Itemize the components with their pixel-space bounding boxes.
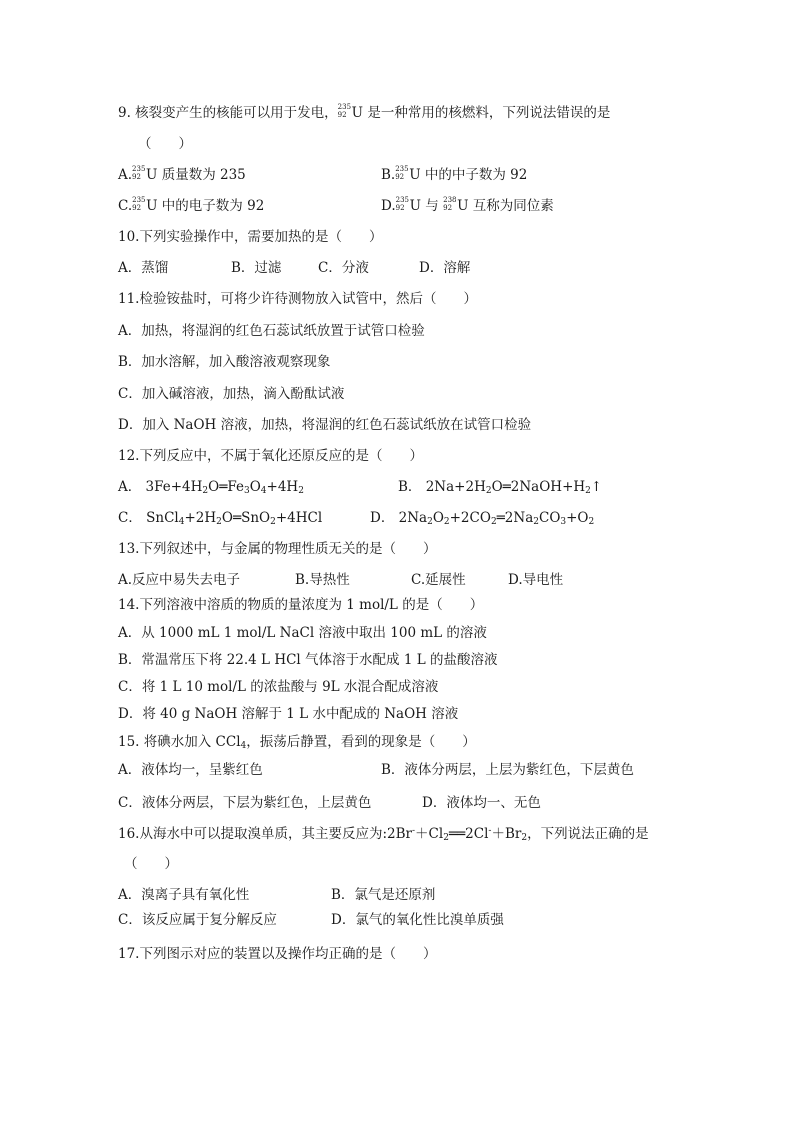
q12-option-d: D． $2Na_2O_2+2CO_2═2Na_2CO_3+O_2$: [370, 510, 595, 527]
q9-option-a: A. 235 92 U 质量数为 235: [118, 165, 246, 183]
q13-option-a: A.反应中易失去电子: [118, 572, 241, 588]
q10-option-c: C．分液: [318, 260, 369, 276]
q10-stem: 10.下列实验操作中，需要加热的是（ ）: [118, 229, 383, 245]
q16-option-c: C．该反应属于复分解反应: [118, 912, 277, 928]
q15-option-b: B．液体分两层，上层为紫红色，下层黄色: [381, 762, 634, 778]
q15-option-d: D．液体均一、无色: [422, 795, 541, 811]
q10-option-a: A．蒸馏: [118, 260, 169, 276]
q11-option-b: B．加水溶解，加入酸溶液观察现象: [118, 354, 331, 370]
q16-paren: （ ）: [124, 856, 178, 872]
q11-option-d: D．加入 NaOH 溶液，加热，将湿润的红色石蕊试纸放在试管口检验: [118, 417, 532, 433]
q12-option-b: B． $2Na+2H_2O═2NaOH+H_2↑$: [398, 479, 603, 496]
q14-option-a: A．从 1000 mL 1 mol/L NaCl 溶液中取出 100 mL 的溶液: [118, 625, 487, 641]
q13-option-b: B.导热性: [295, 572, 350, 588]
q16-option-b: B．氯气是还原剂: [331, 887, 436, 903]
q9-option-b: B. 235 92 U 中的中子数为 92: [381, 165, 528, 183]
q13-option-d: D.导电性: [508, 572, 564, 588]
q12-option-a: A． $3Fe+4H_2O═Fe_3O_4+4H_2$: [118, 479, 304, 496]
q14-option-d: D．将 40 g NaOH 溶解于 1 L 水中配成的 NaOH 溶液: [118, 706, 459, 722]
q11-option-c: C．加入碱溶液，加热，滴入酚酞试液: [118, 386, 345, 402]
q9-option-d: D. 235 92 U 与 238 92 U 互称为同位素: [381, 196, 554, 214]
q10-option-b: B．过滤: [231, 260, 282, 276]
q15-option-a: A．液体均一，呈紫红色: [118, 762, 263, 778]
q11-option-a: A．加热，将湿润的红色石蕊试纸放置于试管口检验: [118, 323, 425, 339]
q13-option-c: C.延展性: [411, 572, 466, 588]
q9-option-c: C. 235 92 U 中的电子数为 92: [118, 196, 265, 214]
q12-stem: 12.下列反应中，不属于氧化还原反应的是（ ）: [118, 448, 423, 464]
q9-stem: 9. 核裂变产生的核能可以用于发电， 235 92 U 是一种常用的核燃料，下列说法错误的是: [118, 103, 611, 121]
q11-stem: 11.检验铵盐时，可将少许待测物放入试管中，然后（ ）: [118, 291, 477, 307]
q10-option-d: D．溶解: [419, 260, 471, 276]
q16-option-a: A．溴离子具有氧化性: [118, 887, 250, 903]
q17-stem: 17.下列图示对应的装置以及操作均正确的是（ ）: [118, 946, 437, 962]
q14-option-c: C．将 1 L 10 mol/L 的浓盐酸与 9L 水混合配成溶液: [118, 679, 439, 695]
q12-option-c: C． $SnCl_4+2H_2O═SnO_2+4HCl$: [118, 510, 323, 527]
q16-stem: 16.从海水中可以提取溴单质，其主要反应为$:2Br^-+Cl_2══2Cl^-+Br_2$，下列说法正确的是: [118, 826, 649, 843]
q15-stem: 15. 将碘水加入 CCl$_4$，振荡后静置，看到的现象是（ ）: [118, 734, 476, 751]
q15-option-c: C．液体分两层，下层为紫红色，上层黄色: [118, 795, 372, 811]
q14-stem: 14.下列溶液中溶质的物质的量浓度为 1 mol/L 的是（ ）: [118, 597, 484, 613]
isotope-u235: 235 92: [337, 103, 352, 119]
q16-option-d: D．氯气的氧化性比溴单质强: [331, 912, 504, 928]
q13-stem: 13.下列叙述中，与金属的物理性质无关的是（ ）: [118, 541, 437, 557]
q9-paren: （ ）: [138, 136, 192, 152]
q14-option-b: B．常温常压下将 22.4 L HCl 气体溶于水配成 1 L 的盐酸溶液: [118, 652, 498, 668]
